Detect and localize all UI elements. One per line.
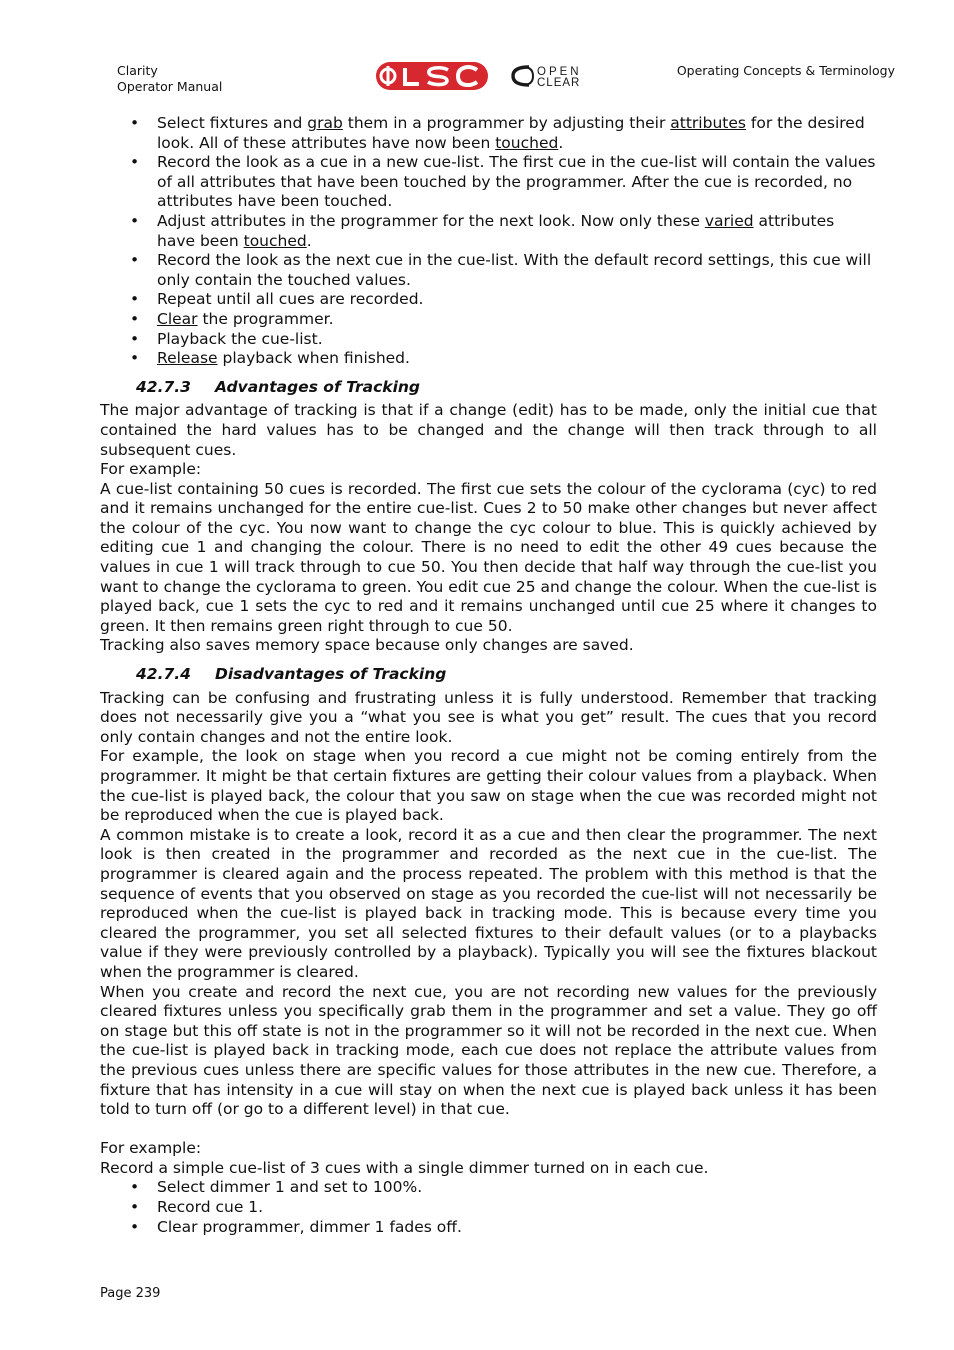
list-item-text: the programmer. [197,309,334,328]
paragraph: The major advantage of tracking is that if a change (edit) has to be made, only the initial cue that contained the hard values has to be changed and the change will then track through to all subsequent cues. [100,401,877,459]
header-left [117,63,222,95]
paragraph: Record a simple cue-list of 3 cues with a single dimmer turned on in each cue. [100,1158,709,1177]
glossary-term: attributes [670,114,746,132]
list-item-text: attributes have been [157,211,835,250]
section-heading [100,378,877,398]
paragraph: A common mistake is to create a look, record it as a cue and then clear the programmer. The next look is then created in the programmer and recorded as the next cue in the cue-list. The programmer is cleared again and the process repeated. The problem with this method is that the sequence of events that you observed on stage as you recorded the cue-list will not necessarily be reproduced when the cue-list is played back in tracking mode. This is because every time you cleared the programmer, you set all selected fixtures to their default values (or to a playbacks value if they were previously controlled by a playback). Typically you will see the fixtures blackout when the programmer is cleared. [100,825,877,981]
glossary-term: Clear [157,309,198,328]
list-item-text: Record the look as the next cue in the cue-list. With the default record settings, this cue will only contain the touched values. [157,251,872,289]
paragraph: A cue-list containing 50 cues is recorded. The first cue sets the colour of the cyclorama (cyc) to red and it remains unchanged for the entire cue-list. Cues 2 to 50 make other changes but never affect the colour of the cyc. You now want to change the cyc colour to blue. This is quickly achieved by editing cue 1 and changing the colour. There is no need to edit the other 49 cues because the values in cue 1 will track through to cue 50. You then decide that half way through the cue-list you want to change the cyclorama to green. You edit cue 25 and change the colour. When the cue-list is played back, cue 1 sets the cyc to red and it remains unchanged until cue 25 where it changes to green. It then remains green right through to cue 50. [100,479,877,635]
list-item [100,330,877,350]
section-heading [100,665,877,685]
glossary-term: grab [307,114,343,132]
list-item-text: Repeat until all cues are recorded. [157,290,424,309]
paragraph: When you create and record the next cue, you are not recording new values for the previously cleared fixtures unless you specifically grab them in the programmer and set a value. They go off on stage but this off state is not in the programmer so it will not be recorded in the next cue. When the cue-list is played back in tracking mode, each cue does not replace the attribute values from the previous cues unless there are specific values for those attributes in the new cue. Therefore, a fixture that has intensity in a cue will stay on when the next cue is played back unless it has been told to turn off (or go to a different level) in that cue. [100,982,877,1119]
paragraph: For example, the look on stage when you record a cue might not be coming entirely from the programmer. It might be that certain fixtures are getting their colour values from a playback. When the cue-list is played back, the colour that you saw on stage when the cue was recorded might not be reproduced when the cue is played back. [100,747,877,825]
example-list [100,1178,877,1237]
glossary-term: touched [495,133,559,152]
list-item-text: Adjust attributes in the programmer for the next look. Now only these [157,211,705,230]
list-item: • Record cue 1. [100,1198,877,1218]
header-chapter: Operating Concepts & Terminology [676,63,895,78]
list-item-text: them in a programmer by adjusting their [342,114,671,132]
section-title: Advantages of Tracking [215,377,421,396]
list-item-text: . [558,133,564,152]
paragraph: Tracking can be confusing and frustrating unless it is fully understood. Remember that tracking does not necessarily give you a “what you see is what you get” result. The cues that you record only contain changes and not the entire look. [100,688,877,746]
glossary-term: varied [704,211,754,230]
header-logos [373,60,609,92]
paragraph: For example: [100,1139,202,1158]
paragraph: Tracking also saves memory space because only changes are saved. [100,636,634,655]
page-content [100,114,877,1237]
glossary-term: touched [243,231,307,250]
paragraph: For example: [100,460,202,479]
list-item-text: Select fixtures and [157,114,308,132]
list-item-text: Playback the cue-list. [157,329,323,348]
list-item-text: playback when finished. [217,349,410,368]
list-item-text: . [306,231,312,250]
svg-text:OPEN: OPEN [537,66,582,78]
list-item [100,310,877,330]
list-item [100,153,877,212]
spacer [100,1120,877,1140]
list-item [100,251,877,290]
list-item [100,290,877,310]
header-product: Clarity [117,63,158,78]
lsc-logo [376,62,488,90]
glossary-term: Release [157,349,218,368]
lsc-openclear-logo [373,60,609,92]
openclear-logo [513,66,582,89]
svg-text:CLEAR: CLEAR [537,77,581,89]
page-number: Page 239 [100,1286,161,1301]
list-item [100,114,877,153]
header-manual: Operator Manual [117,79,223,94]
section-title: Disadvantages of Tracking [215,665,447,684]
list-item [100,212,877,251]
list-item: • Clear programmer, dimmer 1 fades off. [100,1218,877,1238]
list-item [100,349,877,369]
list-item-text: for the desired look. All of these attributes have now been [157,114,865,152]
section-number: 42.7.3 [136,377,191,396]
list-item-text: Record the look as a cue in a new cue-list. The first cue in the cue-list will contain the values of all attributes that have been touched by the programmer. After the cue is recorded, no attributes have been touched. [157,153,876,211]
section-number: 42.7.4 [136,665,191,684]
list-item: • Select dimmer 1 and set to 100%. [100,1178,877,1198]
workflow-list [100,114,877,369]
